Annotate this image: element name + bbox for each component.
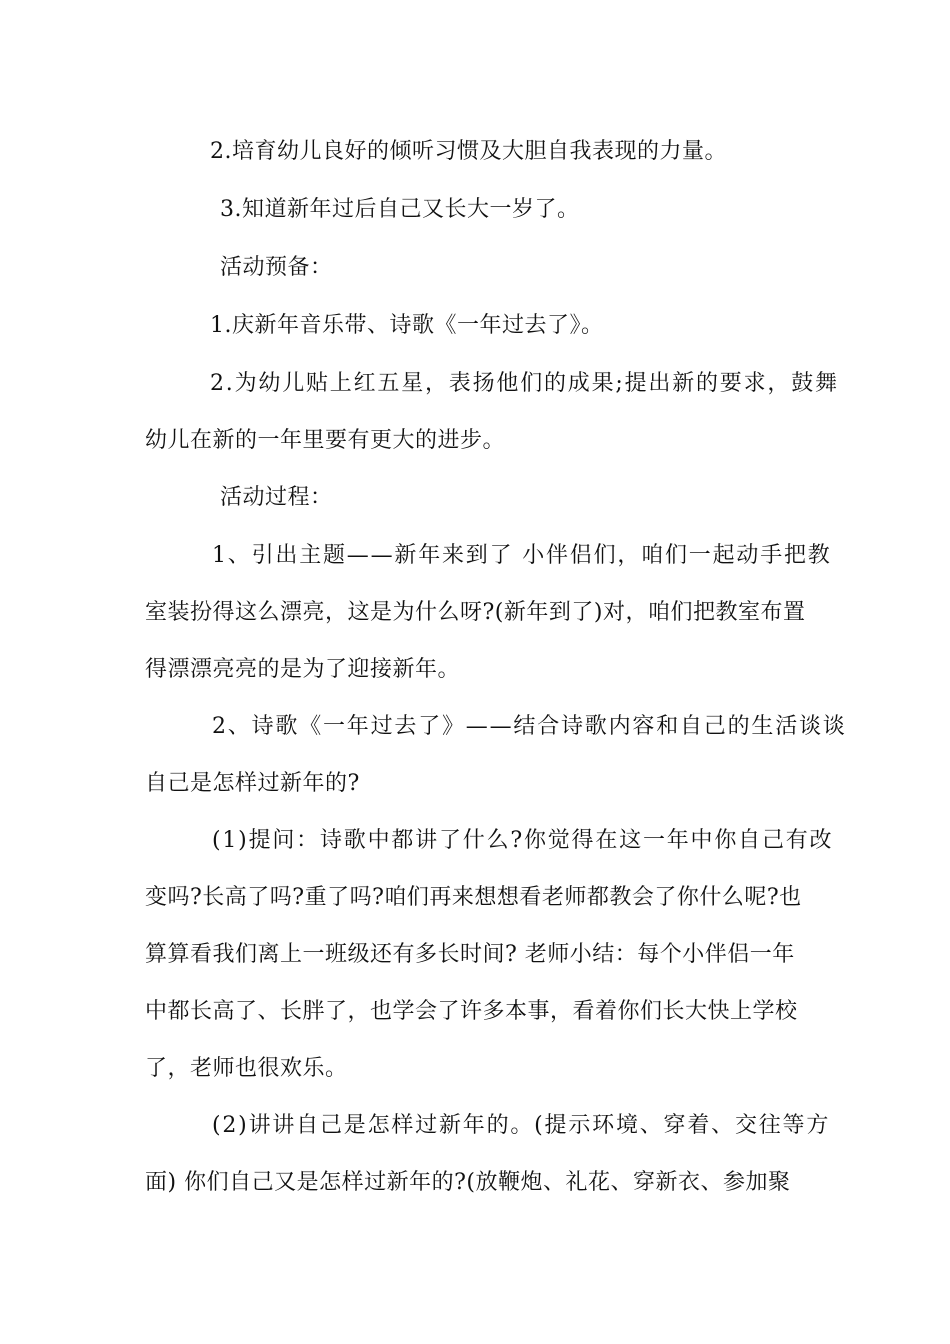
paragraph-line: 面) 你们自己又是怎样过新年的?(放鞭炮、礼花、穿新衣、参加聚 bbox=[145, 1170, 791, 1195]
paragraph-line: 幼儿在新的一年里要有更大的进步。 bbox=[145, 428, 506, 453]
paragraph-line: (2)讲讲自己是怎样过新年的。(提示环境、穿着、交往等方 bbox=[212, 1113, 831, 1138]
paragraph-line: 1.庆新年音乐带、诗歌《一年过去了》。 bbox=[210, 313, 604, 338]
section-heading: 活动预备： bbox=[220, 255, 333, 280]
paragraph-line: 1、引出主题——新年来到了 小伴侣们，咱们一起动手把教 bbox=[212, 543, 832, 568]
paragraph-line: 算算看我们离上一班级还有多长时间? 老师小结：每个小伴侣一年 bbox=[145, 942, 795, 967]
paragraph-line: 室装扮得这么漂亮，这是为什么呀?(新年到了)对，咱们把教室布置 bbox=[145, 600, 806, 625]
section-heading: 活动过程： bbox=[220, 485, 333, 510]
paragraph-line: 3.知道新年过后自己又长大一岁了。 bbox=[220, 197, 580, 222]
paragraph-line: 得漂漂亮亮的是为了迎接新年。 bbox=[145, 657, 461, 682]
paragraph-line: 了，老师也很欢乐。 bbox=[145, 1056, 348, 1081]
paragraph-line: (1)提问：诗歌中都讲了什么?你觉得在这一年中你自己有改 bbox=[212, 828, 834, 853]
paragraph-line: 自己是怎样过新年的? bbox=[145, 771, 360, 796]
paragraph-line: 2、诗歌《一年过去了》——结合诗歌内容和自己的生活谈谈 bbox=[212, 714, 847, 739]
paragraph-line: 变吗?长高了吗?重了吗?咱们再来想想看老师都教会了你什么呢?也 bbox=[145, 885, 802, 910]
paragraph-line: 中都长高了、长胖了，也学会了许多本事，看着你们长大快上学校 bbox=[145, 999, 798, 1024]
paragraph-line: 2.为幼儿贴上红五星，表扬他们的成果;提出新的要求，鼓舞 bbox=[210, 371, 839, 396]
paragraph-line: 2.培育幼儿良好的倾听习惯及大胆自我表现的力量。 bbox=[210, 139, 727, 164]
